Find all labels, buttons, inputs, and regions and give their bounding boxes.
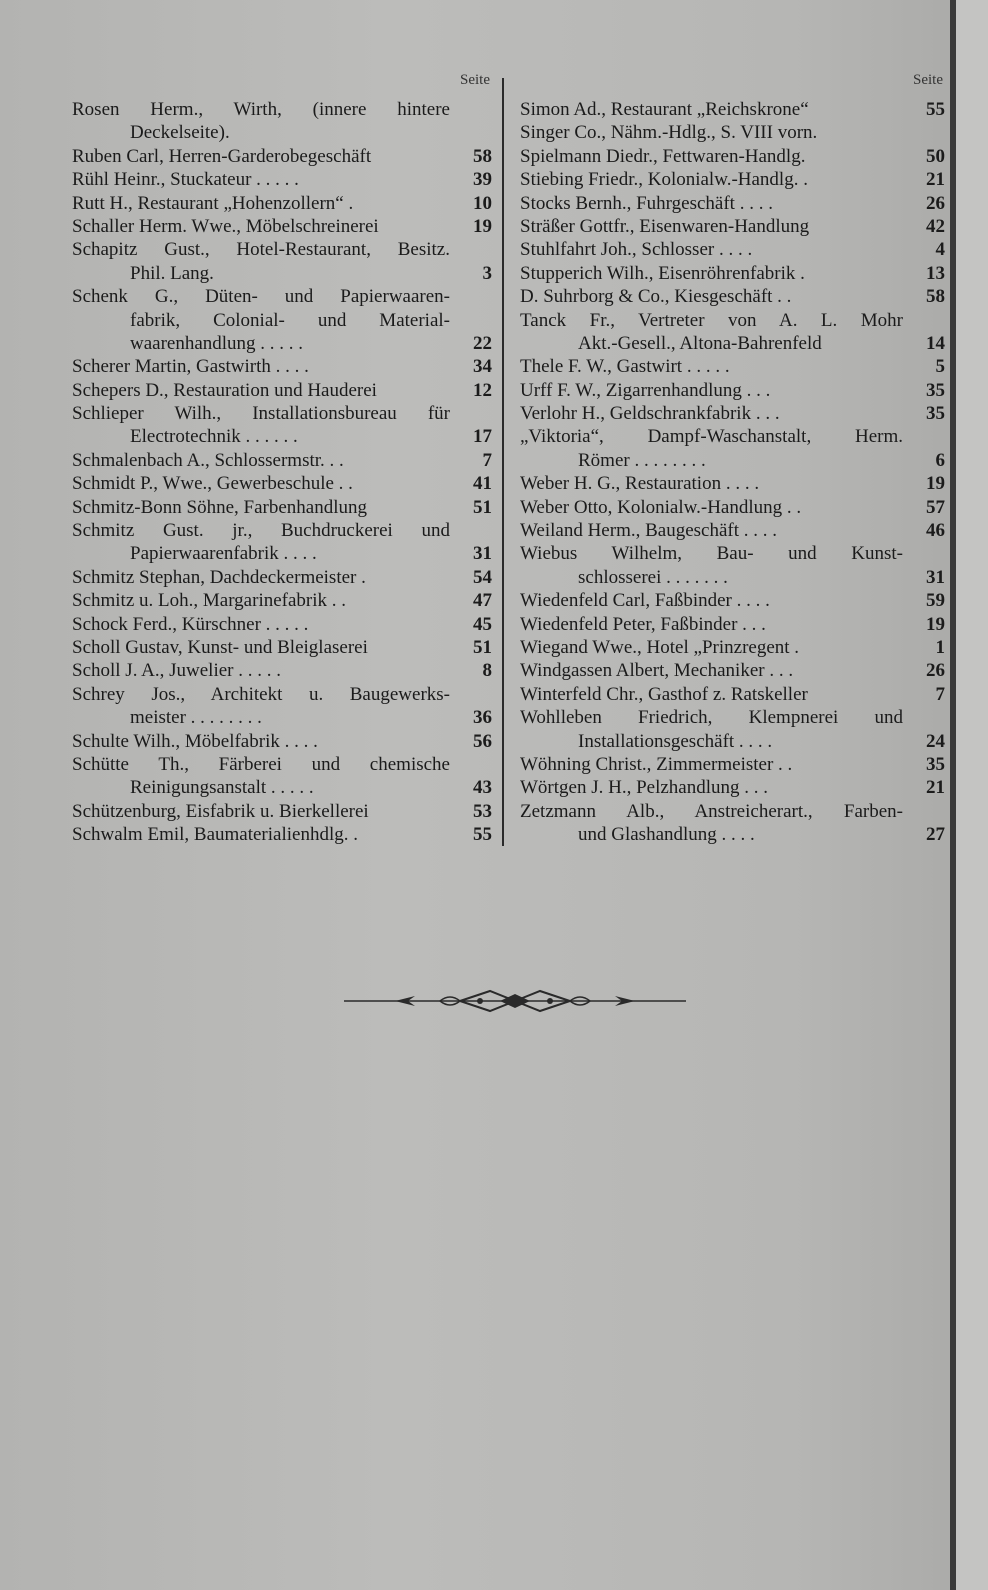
entry-text: D. Suhrborg & Co., Kiesgeschäft . . (520, 286, 792, 308)
page-number: 26 (926, 192, 945, 214)
entry-line (520, 98, 945, 121)
entry-line (520, 192, 945, 215)
entry-line (72, 425, 492, 448)
directory-entry (520, 613, 945, 636)
entry-text: Reinigungsanstalt . . . . . (130, 777, 314, 799)
entry-text: Schmitz u. Loh., Margarinefabrik . . (72, 590, 347, 612)
page-number (903, 309, 945, 332)
page-number: 3 (482, 262, 492, 284)
entry-text: Rutt H., Restaurant „Hohenzollern“ . (72, 192, 354, 214)
page-number: 42 (926, 215, 945, 237)
entry-text: Schaller Herm. Wwe., Möbelschreinerei (72, 215, 379, 237)
entry-text: Tanck Fr., Vertreter von A. L. Mohr (520, 309, 903, 331)
entry-line (72, 145, 492, 168)
page-number: 47 (473, 590, 492, 612)
directory-entry (72, 636, 492, 659)
entry-text: Rosen Herm., Wirth, (innere hintere (72, 99, 450, 120)
entry-text: Schapitz Gust., Hotel-Restaurant, Besitz. (72, 239, 450, 261)
directory-entry (520, 542, 945, 589)
entry-text: Wiegand Wwe., Hotel „Prinzregent . (520, 636, 800, 658)
page-number: 51 (473, 496, 492, 518)
entry-line (72, 636, 492, 659)
entry-line (72, 589, 492, 612)
entry-text: Papierwaarenfabrik . . . . (130, 543, 317, 565)
entry-text: fabrik, Colonial- und Material- (130, 309, 450, 331)
page-number (903, 706, 945, 729)
entry-line (520, 753, 945, 776)
page-number: 35 (926, 403, 945, 425)
entry-text: Urff F. W., Zigarrenhandlung . . . (520, 379, 771, 401)
entry-line (520, 496, 945, 519)
ornament-divider-icon (340, 985, 690, 1017)
entry-line (72, 285, 492, 308)
directory-entry (520, 238, 945, 261)
entry-line (72, 566, 492, 589)
page-number (450, 238, 492, 261)
entry-line (520, 776, 945, 799)
directory-entry (520, 589, 945, 612)
page-number: 17 (473, 426, 492, 448)
directory-entry (520, 776, 945, 799)
directory-entry (520, 285, 945, 308)
entry-line (520, 542, 945, 565)
entry-line (72, 449, 492, 472)
page-number: 26 (926, 660, 945, 682)
directory-entry (72, 659, 492, 682)
directory-entry (72, 613, 492, 636)
entry-text: Schmitz Stephan, Dachdeckermeister . (72, 566, 366, 588)
directory-entry (520, 98, 945, 121)
entry-line (72, 823, 492, 846)
entry-line (520, 379, 945, 402)
page-number: 50 (926, 145, 945, 167)
entry-text: Schwalm Emil, Baumaterialienhdlg. . (72, 824, 358, 846)
entry-line (72, 121, 492, 144)
entry-line (520, 589, 945, 612)
page-number: 14 (926, 332, 945, 354)
page-number: 51 (473, 636, 492, 658)
directory-entry (72, 379, 492, 402)
entry-text: Verlohr H., Geldschrankfabrik . . . (520, 403, 780, 425)
entry-line (520, 238, 945, 261)
page-number (903, 121, 945, 144)
entry-text: Schützenburg, Eisfabrik u. Bierkellerei (72, 800, 369, 822)
entry-line (520, 566, 945, 589)
entry-line (72, 496, 492, 519)
page-number: 46 (926, 520, 945, 542)
page-number (450, 121, 492, 144)
entry-line (520, 472, 945, 495)
page-number: 6 (935, 449, 945, 471)
directory-entry (72, 566, 492, 589)
entry-line (72, 215, 492, 238)
entry-line (72, 472, 492, 495)
page-number: 35 (926, 379, 945, 401)
entry-text: Schmitz Gust. jr., Buchdruckerei und (72, 520, 450, 542)
entry-text: und Glashandlung . . . . (578, 824, 755, 846)
page-number: 58 (473, 145, 492, 167)
entry-text: Weber H. G., Restauration . . . . (520, 473, 760, 495)
entry-line (520, 636, 945, 659)
entry-line (520, 121, 945, 144)
entry-text: Römer . . . . . . . . (578, 449, 706, 471)
page-number: 39 (473, 169, 492, 191)
directory-entry (72, 98, 492, 145)
entry-line (72, 753, 492, 776)
entry-text: Schmalenbach A., Schlossermstr. . . (72, 449, 344, 471)
entry-text: Stuhlfahrt Joh., Schlosser . . . . (520, 239, 753, 261)
entry-line (520, 683, 945, 706)
directory-entry (520, 425, 945, 472)
directory-entry (520, 659, 945, 682)
entry-line (72, 730, 492, 753)
page-number: 7 (935, 683, 945, 705)
directory-entry (72, 215, 492, 238)
entry-line (72, 683, 492, 706)
page-number: 27 (926, 824, 945, 846)
page-number: 54 (473, 566, 492, 588)
entry-line (72, 355, 492, 378)
entry-text: Schütte Th., Färberei und chemische (72, 753, 450, 775)
entry-line (72, 613, 492, 636)
page-number (903, 800, 945, 823)
entry-line (72, 776, 492, 799)
entry-text: Thele F. W., Gastwirt . . . . . (520, 356, 730, 378)
entry-line (72, 238, 492, 261)
directory-entry (72, 192, 492, 215)
entry-line (520, 425, 945, 448)
directory-entry (520, 121, 945, 144)
entry-line (520, 262, 945, 285)
entry-line (520, 285, 945, 308)
entry-text: Weber Otto, Kolonialw.-Handlung . . (520, 496, 802, 518)
entry-line (520, 800, 945, 823)
page-number: 43 (473, 777, 492, 799)
entry-line (520, 402, 945, 425)
directory-entry (72, 589, 492, 612)
entry-line (72, 98, 492, 121)
entry-text: Schepers D., Restauration und Hauderei (72, 379, 377, 401)
directory-entry (520, 262, 945, 285)
column-divider (502, 78, 504, 846)
entry-text: Simon Ad., Restaurant „Reichskrone“ (520, 99, 809, 120)
page-number: 56 (473, 730, 492, 752)
directory-entry (520, 215, 945, 238)
directory-entry (72, 800, 492, 823)
directory-entry (72, 355, 492, 378)
entry-text: „Viktoria“, Dampf-Waschanstalt, Herm. (520, 426, 903, 448)
page-number: 57 (926, 496, 945, 518)
page-number (903, 425, 945, 448)
entry-line (72, 659, 492, 682)
entry-line (520, 519, 945, 542)
page-number: 5 (935, 356, 945, 378)
directory-entry (72, 519, 492, 566)
directory-entry (520, 355, 945, 378)
entry-line (520, 706, 945, 729)
page-number: 36 (473, 707, 492, 729)
entry-text: Stiebing Friedr., Kolonialw.-Handlg. . (520, 169, 808, 191)
directory-entry (72, 449, 492, 472)
entry-text: meister . . . . . . . . (130, 707, 262, 729)
entry-line (520, 309, 945, 332)
entry-text: Schrey Jos., Architekt u. Baugewerks- (72, 683, 450, 705)
entry-line (72, 192, 492, 215)
entry-text: waarenhandlung . . . . . (130, 332, 304, 354)
entry-line (72, 332, 492, 355)
directory-entry (520, 636, 945, 659)
page-number: 45 (473, 613, 492, 635)
page-number: 31 (473, 543, 492, 565)
directory-column-left (72, 72, 492, 847)
page-number: 12 (473, 379, 492, 401)
page-number: 13 (926, 262, 945, 284)
entry-line (520, 145, 945, 168)
directory-entry (520, 379, 945, 402)
entry-line (72, 519, 492, 542)
entry-text: Stocks Bernh., Fuhrgeschäft . . . . (520, 192, 773, 214)
entry-text: Zetzmann Alb., Anstreicherart., Farben- (520, 800, 903, 822)
directory-entry (520, 496, 945, 519)
entry-text: Schmitz-Bonn Söhne, Farbenhandlung (72, 496, 367, 518)
entry-text: Wiedenfeld Carl, Faßbinder . . . . (520, 590, 770, 612)
entry-text: schlosserei . . . . . . . (578, 566, 728, 588)
page-number: 55 (473, 824, 492, 846)
entry-line (72, 542, 492, 565)
entry-text: Deckelseite). (130, 122, 230, 144)
entry-text: Spielmann Diedr., Fettwaren-Handlg. (520, 145, 806, 167)
directory-entry (520, 800, 945, 847)
entry-line (72, 706, 492, 729)
entry-text: Phil. Lang. (130, 262, 214, 284)
directory-entry (72, 683, 492, 730)
page-number: 41 (473, 473, 492, 495)
entry-text: Wiebus Wilhelm, Bau- und Kunst- (520, 543, 903, 565)
entry-line (72, 309, 492, 332)
directory-entry (72, 402, 492, 449)
page-column-header: Seite (460, 72, 490, 88)
page-number (903, 542, 945, 565)
entry-text: Wöhning Christ., Zimmermeister . . (520, 753, 793, 775)
directory-entry (520, 706, 945, 753)
entry-line (520, 730, 945, 753)
directory-entry (520, 753, 945, 776)
directory-entry (520, 309, 945, 356)
entry-text: Wohlleben Friedrich, Klempnerei und (520, 707, 903, 729)
page-number: 59 (926, 590, 945, 612)
page-number: 1 (935, 636, 945, 658)
entry-text: Rühl Heinr., Stuckateur . . . . . (72, 169, 299, 191)
entry-list (520, 98, 945, 847)
entry-line (72, 168, 492, 191)
entry-line (72, 800, 492, 823)
directory-entry (72, 730, 492, 753)
page-number: 55 (926, 99, 945, 120)
directory-entry (72, 496, 492, 519)
page-number: 53 (473, 800, 492, 822)
entry-line (520, 613, 945, 636)
directory-entry (520, 519, 945, 542)
entry-text: Wörtgen J. H., Pelzhandlung . . . (520, 777, 769, 799)
entry-text: Scherer Martin, Gastwirth . . . . (72, 356, 309, 378)
directory-entry (520, 402, 945, 425)
page-number (450, 683, 492, 706)
page-number: 34 (473, 356, 492, 378)
entry-text: Winterfeld Chr., Gasthof z. Ratskeller (520, 683, 808, 705)
entry-line (520, 449, 945, 472)
page-number: 19 (926, 473, 945, 495)
directory-entry (520, 683, 945, 706)
entry-text: Stupperich Wilh., Eisenröhrenfabrik . (520, 262, 805, 284)
directory-entry (520, 192, 945, 215)
entry-line (520, 215, 945, 238)
entry-text: Schulte Wilh., Möbelfabrik . . . . (72, 730, 318, 752)
directory-entry (520, 472, 945, 495)
page-number (450, 98, 492, 121)
page-number: 22 (473, 332, 492, 354)
directory-entry (520, 168, 945, 191)
directory-entry (72, 823, 492, 846)
entry-line (72, 262, 492, 285)
directory-entry (72, 753, 492, 800)
entry-text: Ruben Carl, Herren-Garderobegeschäft (72, 145, 372, 167)
entry-list (72, 98, 492, 847)
entry-line (520, 355, 945, 378)
entry-text: Windgassen Albert, Mechaniker . . . (520, 660, 794, 682)
directory-entry (72, 238, 492, 285)
directory-column-right (520, 72, 945, 847)
entry-text: Electrotechnik . . . . . . (130, 426, 298, 448)
entry-line (72, 402, 492, 425)
page-number (450, 309, 492, 332)
page-number (450, 519, 492, 542)
entry-line (520, 659, 945, 682)
entry-text: Schock Ferd., Kürschner . . . . . (72, 613, 309, 635)
page-number: 7 (482, 449, 492, 471)
entry-text: Sträßer Gottfr., Eisenwaren-Handlung (520, 215, 810, 237)
entry-line (520, 332, 945, 355)
entry-text: Akt.-Gesell., Altona-Bahrenfeld (578, 332, 822, 354)
page-number: 10 (473, 192, 492, 214)
page-number: 19 (926, 613, 945, 635)
entry-text: Singer Co., Nähm.-Hdlg., S. VIII vorn. (520, 122, 818, 144)
entry-text: Schenk G., Düten- und Papierwaaren- (72, 286, 450, 308)
page-number: 58 (926, 286, 945, 308)
entry-line (520, 823, 945, 846)
entry-line (72, 379, 492, 402)
page-number (450, 753, 492, 776)
page-number: 35 (926, 753, 945, 775)
page-number: 21 (926, 777, 945, 799)
page-number (450, 402, 492, 425)
entry-text: Wiedenfeld Peter, Faßbinder . . . (520, 613, 766, 635)
page-column-header: Seite (913, 72, 943, 88)
adjacent-page (956, 0, 988, 1590)
page-number: 24 (926, 730, 945, 752)
page-number (450, 285, 492, 308)
entry-line (520, 168, 945, 191)
directory-entry (520, 145, 945, 168)
page-number: 19 (473, 215, 492, 237)
page-number: 21 (926, 169, 945, 191)
entry-text: Installationsgeschäft . . . . (578, 730, 773, 752)
page-number: 8 (482, 660, 492, 682)
entry-text: Scholl Gustav, Kunst- und Bleiglaserei (72, 636, 368, 658)
directory-entry (72, 285, 492, 355)
directory-entry (72, 145, 492, 168)
directory-entry (72, 168, 492, 191)
entry-text: Schmidt P., Wwe., Gewerbeschule . . (72, 473, 353, 495)
directory-entry (72, 472, 492, 495)
page-number: 4 (935, 239, 945, 261)
entry-text: Schlieper Wilh., Installationsbureau für (72, 403, 450, 425)
page-number: 31 (926, 566, 945, 588)
entry-text: Weiland Herm., Baugeschäft . . . . (520, 520, 778, 542)
entry-text: Scholl J. A., Juwelier . . . . . (72, 660, 281, 682)
